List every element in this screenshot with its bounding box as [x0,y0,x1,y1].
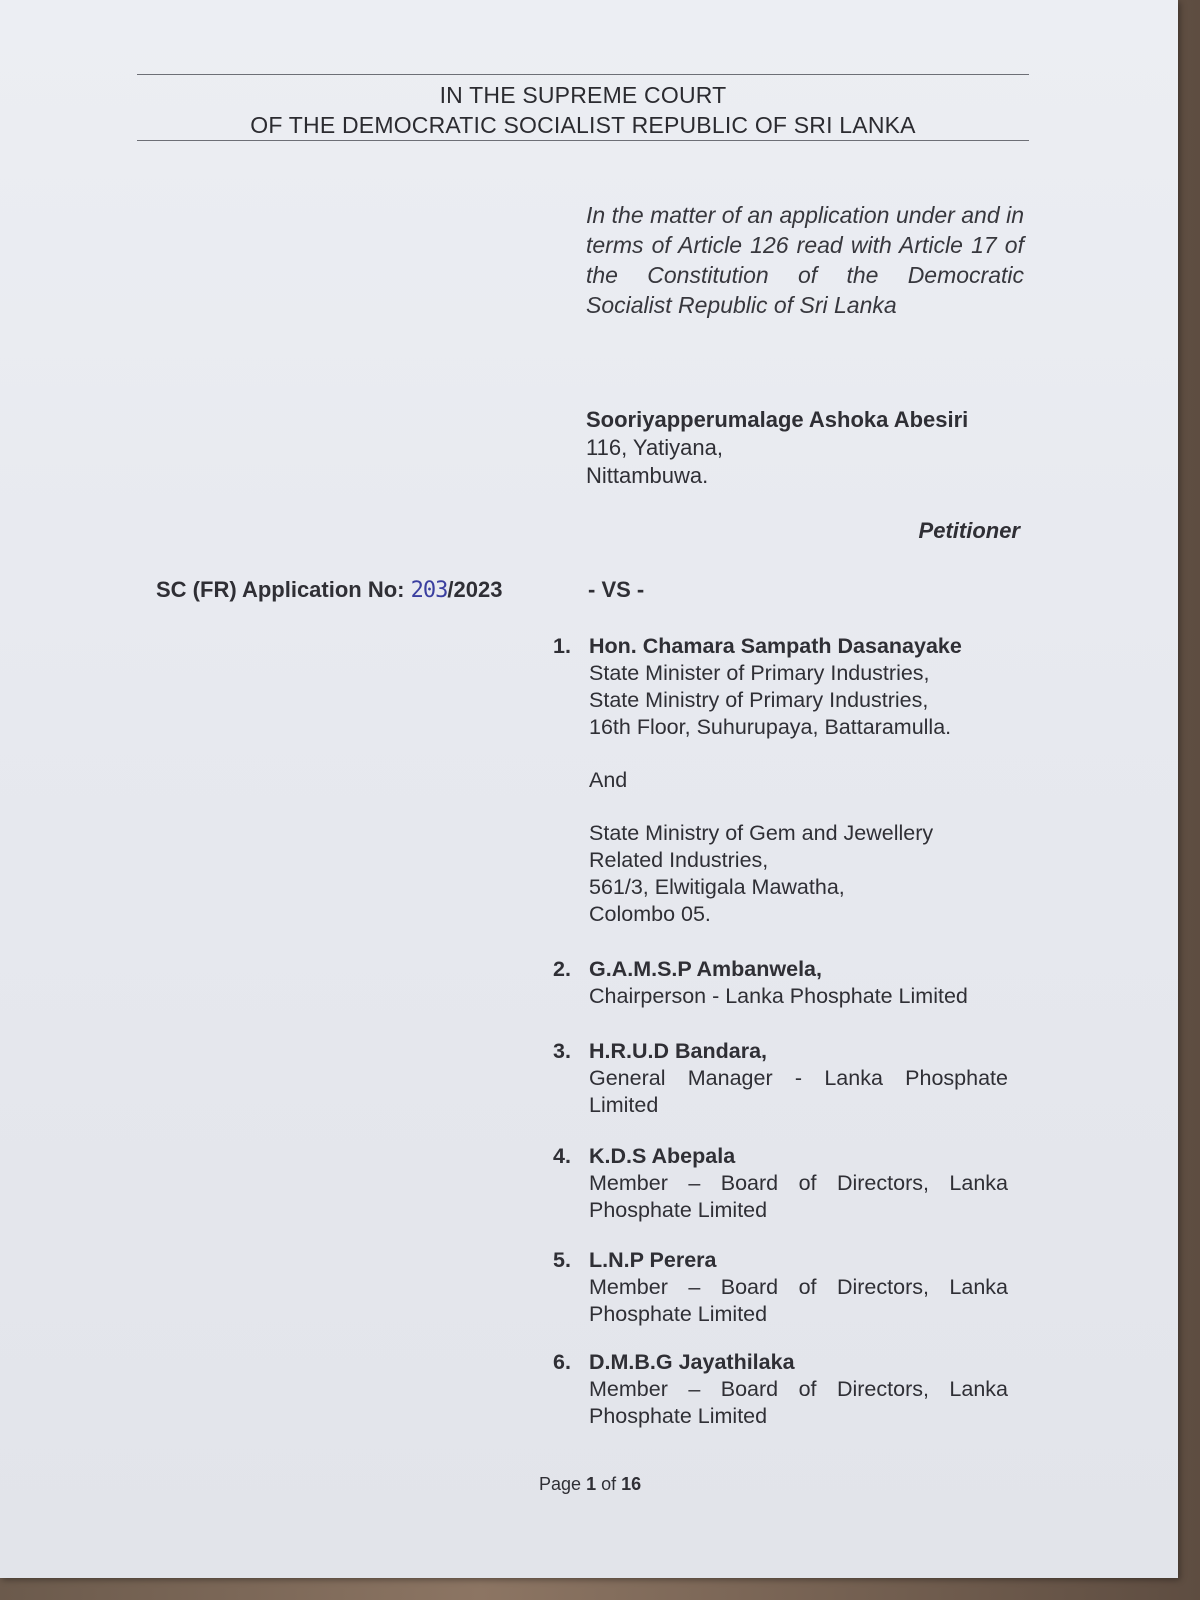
petitioner-role: Petitioner [918,518,1020,543]
respondent-5 [553,1247,1008,1328]
respondent-number: 1. [553,634,571,658]
respondent-1 [553,633,1008,928]
petitioner-block [586,406,968,490]
respondent-name: G.A.M.S.P Ambanwela, [589,957,822,981]
respondent-number: 4. [553,1144,571,1168]
respondent-line: Related Industries, [589,848,769,872]
court-title-line2: OF THE DEMOCRATIC SOCIALIST REPUBLIC OF SRI LANKA [250,112,916,138]
respondent-line: State Ministry of Gem and Jewellery [589,821,934,845]
respondent-2 [553,956,1008,1010]
respondent-line: Chairperson - Lanka Phosphate Limited [589,984,968,1008]
respondent-name: Hon. Chamara Sampath Dasanayake [589,634,962,658]
respondent-number: 5. [553,1248,571,1272]
respondent-description: General Manager - Lanka Phosphate Limited [589,1066,1008,1117]
respondent-line: 16th Floor, Suhurupaya, Battaramulla. [589,715,952,739]
respondent-line: State Ministry of Primary Industries, [589,688,929,712]
respondent-description: Member – Board of Directors, Lanka Phosphate Limited [589,1171,1008,1222]
header-top-rule [137,74,1029,75]
respondent-line: 561/3, Elwitigala Mawatha, [589,875,845,899]
case-number [156,577,502,603]
page-number [539,1474,641,1495]
respondent-number: 6. [553,1350,571,1374]
page-total: 16 [621,1474,642,1494]
case-number-year: /2023 [447,577,503,602]
petitioner-address-line1: 116, Yatiyana, [586,435,723,460]
page-of-word: of [601,1474,617,1494]
petitioner-name: Sooriyapperumalage Ashoka Abesiri [586,407,969,432]
respondent-number: 2. [553,957,571,981]
respondent-6 [553,1349,1008,1430]
respondent-name: K.D.S Abepala [589,1144,736,1168]
respondent-name: D.M.B.G Jayathilaka [589,1350,795,1374]
page-current: 1 [586,1474,597,1494]
respondent-3 [553,1038,1008,1119]
case-number-handwritten: 203 [410,578,448,603]
respondent-name: L.N.P Perera [589,1248,717,1272]
respondent-description: Member – Board of Directors, Lanka Phosphate Limited [589,1275,1008,1326]
preamble-text: In the matter of an application under and in terms of Article 126 read with Article 17 of the Constitution of the Democratic Socialist Republic of Sri Lanka [586,202,1024,318]
petitioner-address-line2: Nittambuwa. [586,463,709,488]
header-bottom-rule [137,140,1029,141]
respondent-name: H.R.U.D Bandara, [589,1039,768,1063]
case-number-label: SC (FR) Application No: [156,577,405,602]
respondent-and-label: And [589,768,628,792]
respondent-line: State Minister of Primary Industries, [589,661,930,685]
respondent-description: Member – Board of Directors, Lanka Phosphate Limited [589,1377,1008,1428]
respondent-number: 3. [553,1039,571,1063]
respondent-4 [553,1143,1008,1224]
page-word: Page [539,1474,582,1494]
versus-label: - VS - [588,577,645,602]
respondent-line: Colombo 05. [589,902,711,926]
court-title-line1: IN THE SUPREME COURT [439,82,727,108]
